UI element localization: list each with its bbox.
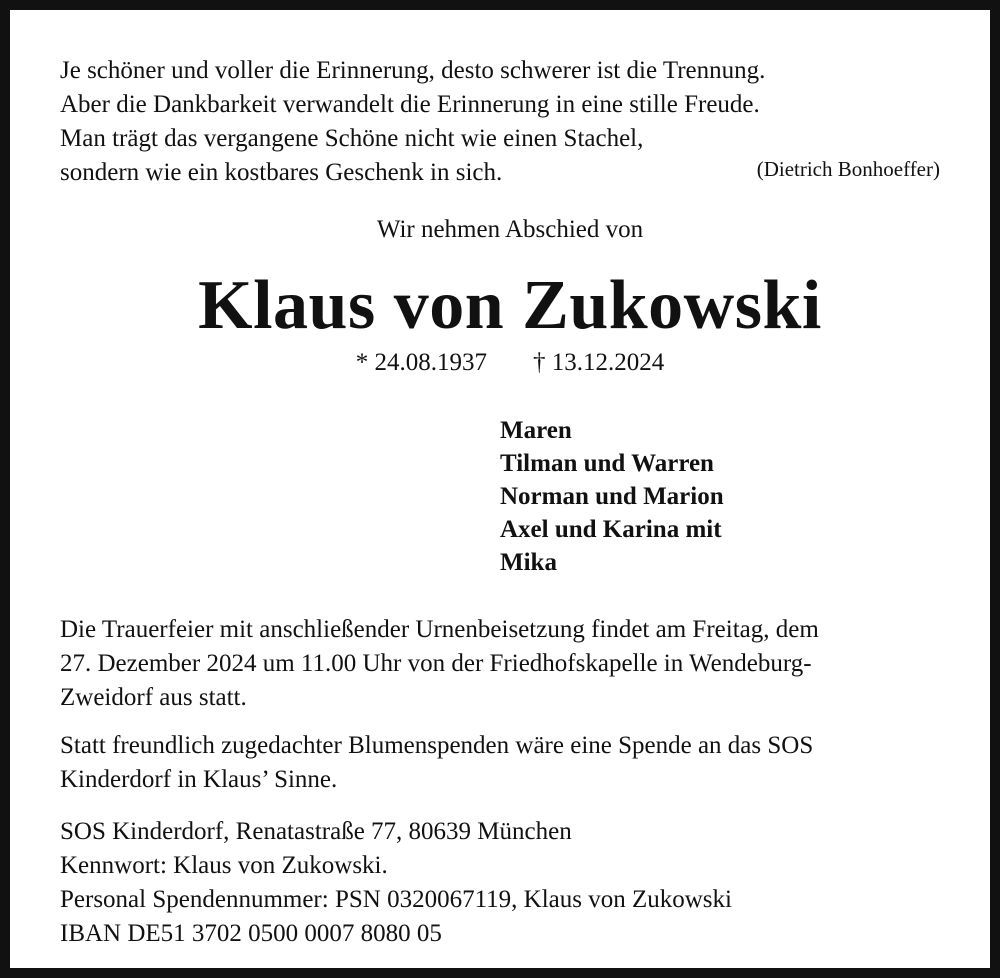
family-member: Maren	[500, 417, 572, 444]
farewell-intro: Wir nehmen Abschied von	[376, 216, 644, 243]
quote-line: Je schöner und voller die Erinnerung, desto schwerer ist die Trennung.	[60, 57, 766, 84]
ceremony-line: Die Trauerfeier mit anschließender Urnenbeisetzung findet am Freitag, dem	[60, 616, 819, 643]
donation-keyword: Kennwort: Klaus von Zukowski.	[60, 852, 388, 879]
quote-line: Aber die Dankbarkeit verwandelt die Erinnerung in eine stille Freude.	[60, 91, 760, 118]
death-date: † 13.12.2024	[533, 349, 665, 376]
ceremony-line: Zweidorf aus statt.	[60, 684, 247, 711]
quote-line: Man trägt das vergangene Schöne nicht wie einen Stachel,	[60, 125, 644, 152]
family-member: Norman und Marion	[500, 483, 724, 510]
donation-number: Personal Spendennummer: PSN 0320067119, Klaus von Zukowski	[60, 886, 732, 913]
donation-request-line: Statt freundlich zugedachter Blumenspenden wäre eine Spende an das SOS	[60, 732, 814, 759]
donation-iban: IBAN DE51 3702 0500 0007 8080 05	[60, 920, 442, 947]
donation-request-line: Kinderdorf in Klaus’ Sinne.	[60, 766, 338, 793]
deceased-name: Klaus von Zukowski	[198, 267, 822, 344]
donation-address: SOS Kinderdorf, Renatastraße 77, 80639 München	[60, 818, 572, 845]
family-member: Mika	[500, 549, 557, 576]
ceremony-line: 27. Dezember 2024 um 11.00 Uhr von der Friedhofskapelle in Wendeburg-	[60, 650, 812, 677]
life-dates	[10, 346, 1000, 380]
family-member: Tilman und Warren	[500, 450, 714, 477]
quote-line: sondern wie ein kostbares Geschenk in sich.	[60, 159, 503, 186]
family-member: Axel und Karina mit	[500, 516, 722, 543]
quote-author: (Dietrich Bonhoeffer)	[756, 157, 940, 181]
birth-date: * 24.08.1937	[355, 349, 487, 376]
